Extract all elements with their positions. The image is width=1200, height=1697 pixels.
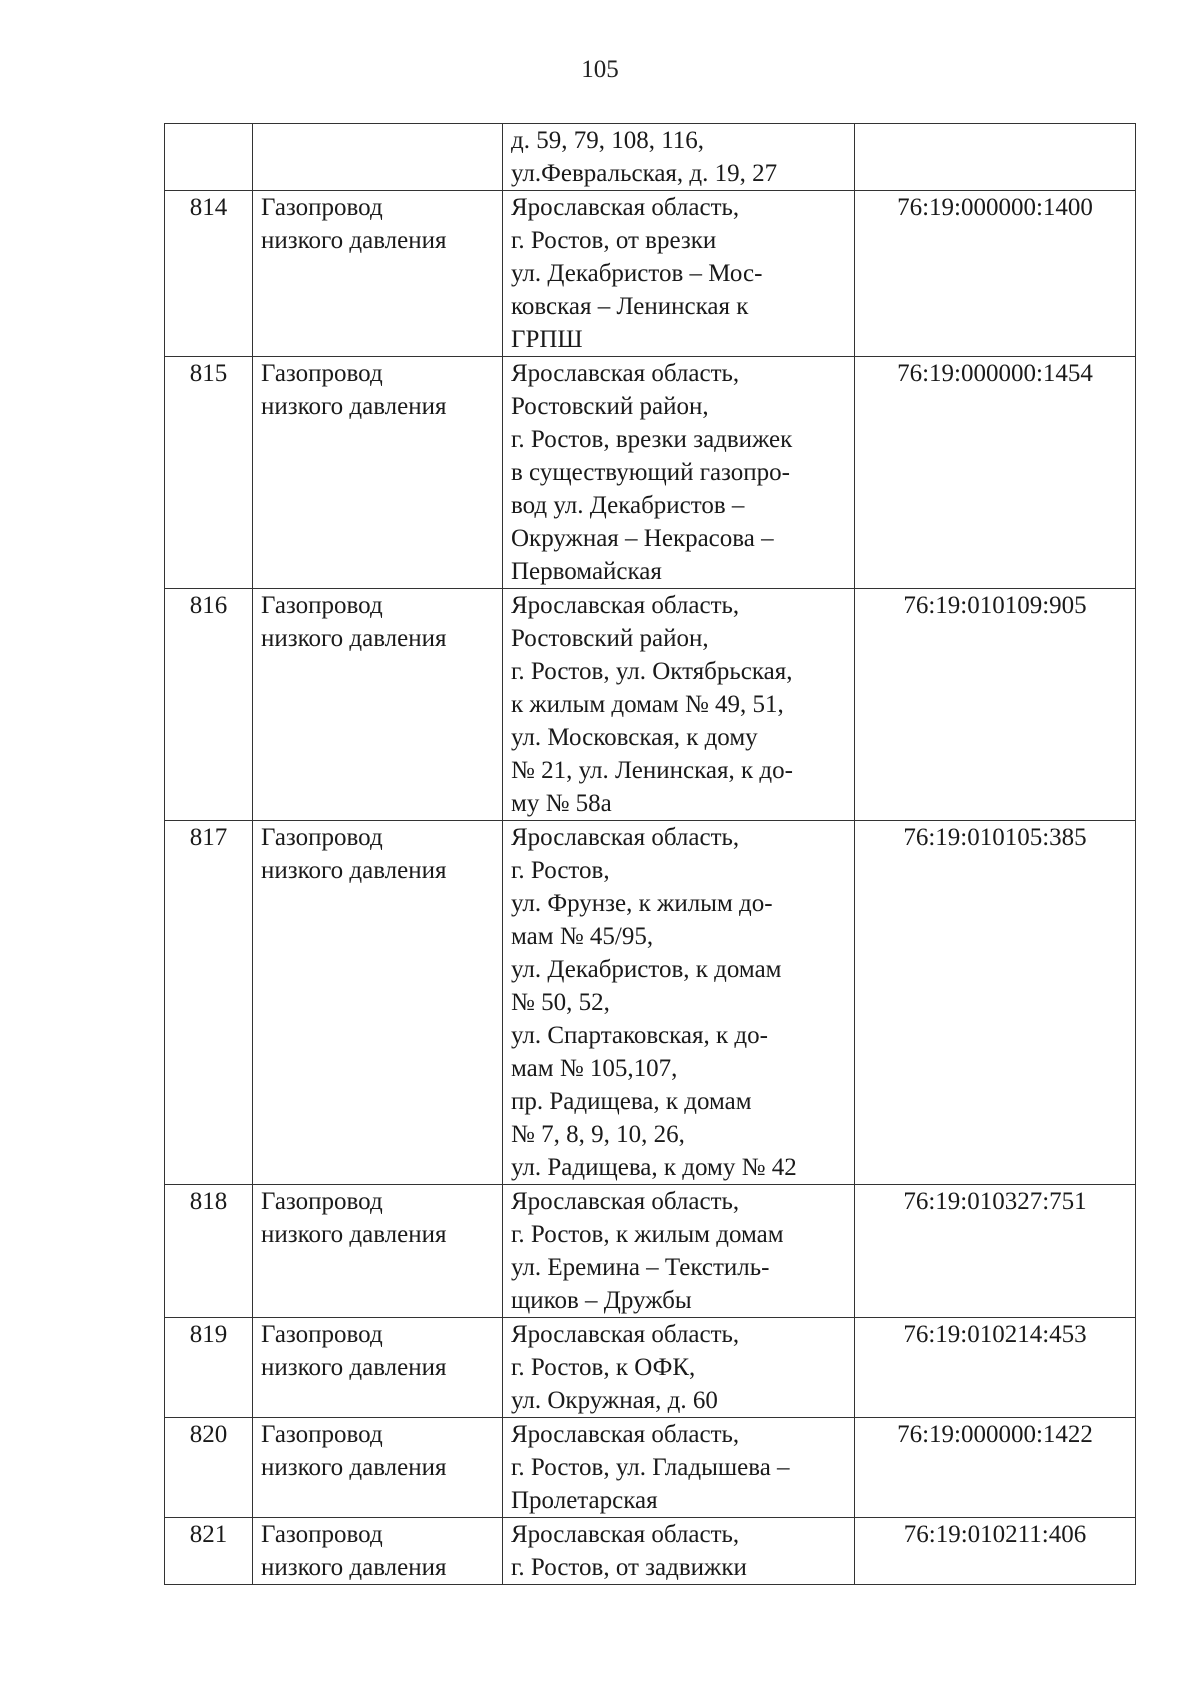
page-number: 105 (581, 56, 619, 83)
object-name-cell (253, 357, 503, 589)
row-number: 818 (189, 1188, 228, 1215)
address-line: ул. Декабристов, к домам (511, 956, 782, 983)
address-cell (503, 1418, 855, 1518)
address-line: Пролетарская (511, 1487, 658, 1514)
cadastral-number: 76:19:010327:751 (903, 1188, 1087, 1215)
object-name-line: Газопровод (261, 360, 383, 387)
address-line: № 7, 8, 9, 10, 26, (511, 1121, 685, 1148)
row-number: 820 (189, 1421, 228, 1448)
object-name-line: Газопровод (261, 824, 383, 851)
object-name-line: низкого давления (261, 393, 447, 420)
cadastral-number-cell (855, 1418, 1136, 1518)
address-line: мам № 105,107, (511, 1055, 678, 1082)
address-line: му № 58а (511, 790, 612, 817)
cadastral-number: 76:19:000000:1422 (897, 1421, 1093, 1448)
row-number-cell (165, 124, 253, 191)
table-row (165, 821, 1136, 1185)
object-name-line: Газопровод (261, 194, 383, 221)
table-row (165, 191, 1136, 357)
object-name-cell (253, 1318, 503, 1418)
object-name-cell (253, 1185, 503, 1318)
address-line: ул. Радищева, к дому № 42 (511, 1154, 797, 1181)
row-number: 814 (189, 194, 228, 221)
row-number-cell (165, 1185, 253, 1318)
address-line: Ярославская область, (511, 1521, 740, 1548)
row-number-cell (165, 1518, 253, 1585)
table-row (165, 1518, 1136, 1585)
address-line: в существующий газопро- (511, 459, 790, 486)
cadastral-number-cell (855, 1185, 1136, 1318)
address-line: ковская – Ленинская к (511, 293, 749, 320)
object-name-line: низкого давления (261, 227, 447, 254)
address-line: ГРПШ (511, 326, 583, 353)
object-name-cell (253, 821, 503, 1185)
cadastral-number: 76:19:010105:385 (903, 824, 1087, 851)
address-line: д. 59, 79, 108, 116, (511, 127, 705, 154)
address-cell (503, 191, 855, 357)
row-number: 816 (189, 592, 228, 619)
address-cell (503, 589, 855, 821)
address-line: Ростовский район, (511, 393, 709, 420)
cadastral-number: 76:19:010214:453 (903, 1321, 1087, 1348)
address-line: Ярославская область, (511, 1421, 740, 1448)
address-line: г. Ростов, к жилым домам (511, 1221, 784, 1248)
object-name-line: низкого давления (261, 1221, 447, 1248)
address-line: г. Ростов, ул. Октябрьская, (511, 658, 793, 685)
address-line: № 50, 52, (511, 989, 610, 1016)
address-line: ул. Декабристов – Мос- (511, 260, 763, 287)
address-line: г. Ростов, врезки задвижек (511, 426, 793, 453)
object-name-line: Газопровод (261, 1188, 383, 1215)
address-line: пр. Радищева, к домам (511, 1088, 752, 1115)
address-line: Окружная – Некрасова – (511, 525, 774, 552)
address-line: Ростовский район, (511, 625, 709, 652)
cadastral-number-cell (855, 1518, 1136, 1585)
cadastral-number-cell (855, 589, 1136, 821)
registry-table (164, 123, 1136, 1585)
address-line: Ярославская область, (511, 1321, 740, 1348)
address-cell (503, 1318, 855, 1418)
address-line: Первомайская (511, 558, 662, 585)
object-name-line: низкого давления (261, 857, 447, 884)
address-line: щиков – Дружбы (511, 1287, 692, 1314)
address-line: Ярославская область, (511, 592, 740, 619)
address-line: мам № 45/95, (511, 923, 654, 950)
table-row (165, 1318, 1136, 1418)
object-name-line: низкого давления (261, 1454, 447, 1481)
row-number-cell (165, 357, 253, 589)
cadastral-number: 76:19:010211:406 (903, 1521, 1087, 1548)
object-name-cell (253, 191, 503, 357)
row-number-cell (165, 1418, 253, 1518)
row-number: 815 (189, 360, 228, 387)
address-cell (503, 1185, 855, 1318)
address-cell (503, 821, 855, 1185)
address-line: № 21, ул. Ленинская, к до- (511, 757, 793, 784)
cadastral-number: 76:19:000000:1454 (897, 360, 1093, 387)
cadastral-number-cell (855, 1318, 1136, 1418)
address-line: к жилым домам № 49, 51, (511, 691, 784, 718)
row-number: 817 (189, 824, 228, 851)
address-line: г. Ростов, ул. Гладышева – (511, 1454, 790, 1481)
object-name-cell (253, 1518, 503, 1585)
address-line: Ярославская область, (511, 1188, 740, 1215)
object-name-line: Газопровод (261, 592, 383, 619)
row-number-cell (165, 589, 253, 821)
object-name-line: Газопровод (261, 1321, 383, 1348)
object-name-line: Газопровод (261, 1421, 383, 1448)
table-row (165, 124, 1136, 191)
address-line: вод ул. Декабристов – (511, 492, 745, 519)
address-cell (503, 124, 855, 191)
row-number-cell (165, 191, 253, 357)
table-row (165, 1185, 1136, 1318)
address-line: ул. Фрунзе, к жилым до- (511, 890, 773, 917)
address-line: Ярославская область, (511, 194, 740, 221)
address-line: г. Ростов, (511, 857, 610, 884)
object-name-line: низкого давления (261, 1354, 447, 1381)
object-name-line: низкого давления (261, 625, 447, 652)
table-row (165, 589, 1136, 821)
row-number-cell (165, 821, 253, 1185)
cadastral-number-cell (855, 821, 1136, 1185)
table-row (165, 1418, 1136, 1518)
object-name-cell (253, 589, 503, 821)
cadastral-number-cell (855, 357, 1136, 589)
cadastral-number-cell (855, 124, 1136, 191)
cadastral-number: 76:19:010109:905 (903, 592, 1087, 619)
address-line: г. Ростов, от задвижки (511, 1554, 747, 1581)
address-line: Ярославская область, (511, 824, 740, 851)
address-line: ул. Московская, к дому (511, 724, 758, 751)
object-name-line: низкого давления (261, 1554, 447, 1581)
registry-table-body (165, 124, 1136, 1585)
cadastral-number-cell (855, 191, 1136, 357)
address-line: ул. Спартаковская, к до- (511, 1022, 768, 1049)
address-line: ул. Окружная, д. 60 (511, 1387, 718, 1414)
object-name-cell (253, 1418, 503, 1518)
table-row (165, 357, 1136, 589)
address-cell (503, 357, 855, 589)
address-line: г. Ростов, от врезки (511, 227, 717, 254)
object-name-cell (253, 124, 503, 191)
address-line: Ярославская область, (511, 360, 740, 387)
address-line: ул. Еремина – Текстиль- (511, 1254, 770, 1281)
row-number: 821 (189, 1521, 228, 1548)
row-number: 819 (189, 1321, 228, 1348)
address-line: ул.Февральская, д. 19, 27 (511, 160, 778, 187)
cadastral-number: 76:19:000000:1400 (897, 194, 1093, 221)
address-cell (503, 1518, 855, 1585)
address-line: г. Ростов, к ОФК, (511, 1354, 696, 1381)
object-name-line: Газопровод (261, 1521, 383, 1548)
row-number-cell (165, 1318, 253, 1418)
